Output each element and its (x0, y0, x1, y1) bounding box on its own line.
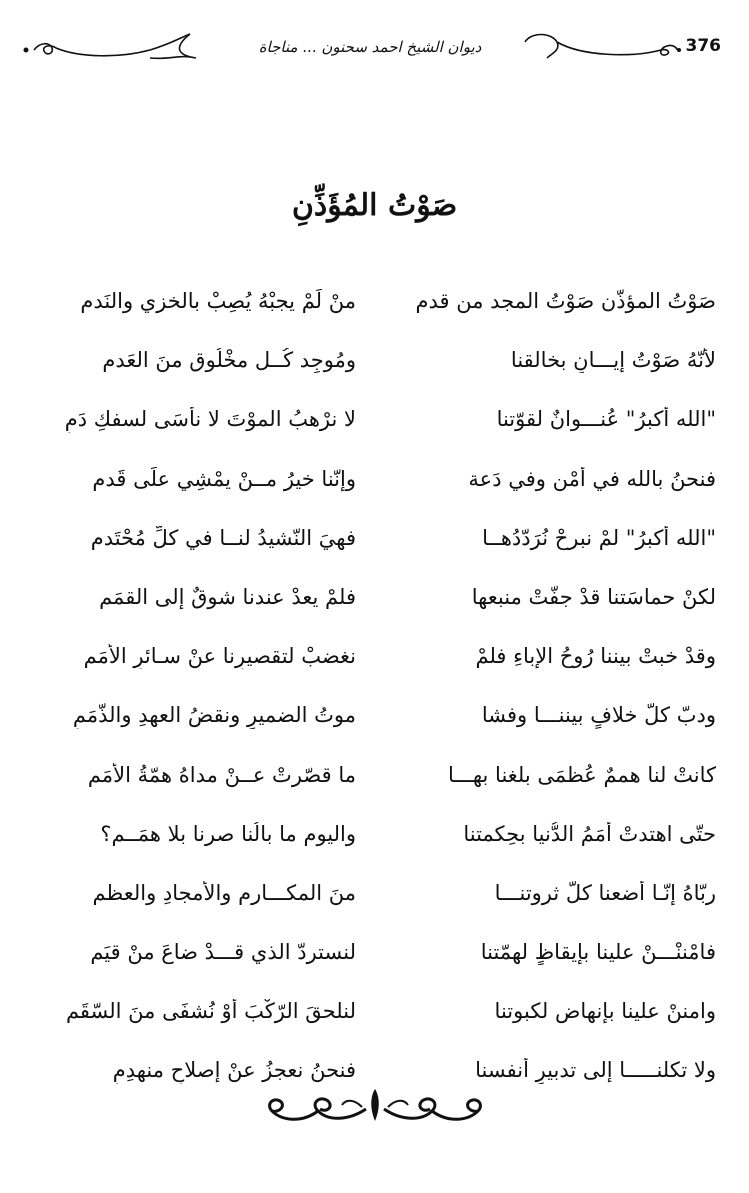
poem-title: صَوْتُ المُؤَذِّنِ (291, 188, 458, 223)
verse (26, 390, 716, 449)
verse-second-hemistich: لنلحقَ الرّكْبَ أوْ نُشفَى منَ السّقَمِ (65, 999, 356, 1024)
verse-first-hemistich: حتّى اهتدتْ أُمَمُ الدُّنيا بحِكمتنا (463, 821, 716, 846)
verse-second-hemistich: منَ المكـــارمِ والأمجادِ والعظمِ (92, 880, 356, 905)
verse-second-hemistich: لا نرْهبُ الموْتَ لا نأْسَى لسفكِ دَمِ (64, 407, 356, 432)
verse-first-hemistich: "الله أكبرُ" عُنـــوانٌ لقوّتنا (496, 407, 716, 432)
verse-second-hemistich: منْ لَمْ يجبْهُ يُصِبْ بالخزي والنَدمِ (80, 289, 356, 313)
verse (26, 450, 716, 509)
page-header (20, 22, 729, 74)
verse-second-hemistich: فنحنُ نعجزُ عنْ إصلاحِ منهدِمِ (112, 1058, 356, 1083)
verse-second-hemistich: فلمْ يعدْ عندنا شوقٌ إلى القمَمِ (99, 584, 356, 609)
verse-first-hemistich: ولا تكلنـــــا إلى تدبيرِ أنفسنا (475, 1058, 716, 1083)
verse-first-hemistich: لكنْ حماسَتنا قدْ جفّتْ منبعها (471, 584, 716, 609)
verse-first-hemistich: ودبّ كلّ خلافٍ بيننـــا وفشا (481, 703, 716, 728)
verse-second-hemistich: واليوم ما بالُنا صرنا بلا همَــم؟ (100, 821, 356, 846)
verse-first-hemistich: وامننْ علينا بإنهاضٍ لكبوتنا (494, 999, 716, 1024)
verse (26, 686, 716, 745)
verse (26, 982, 716, 1041)
verse-first-hemistich: وقدْ خبتْ بيننا رُوحُ الإباءِ فلمْ (475, 644, 716, 669)
flourish-ornament-icon (258, 1085, 492, 1129)
verse (26, 627, 716, 686)
verse-second-hemistich: فهِيَ النّشيدُ لنــا في كلِّ مُحْتَدمِ (90, 525, 356, 550)
verse-first-hemistich: صَوْتُ المؤذّن صَوْتُ المجد من قدم (415, 289, 716, 313)
verse-second-hemistich: نغضبْ لتقصيرِنا عنْ سـائرِ الأُمَمِ (83, 644, 356, 669)
scroll-ornament-left-icon (20, 28, 205, 68)
verse (26, 509, 716, 568)
poem-body (26, 272, 716, 1101)
verse-first-hemistich: فنحنُ بالله في أمْنٍ وفي دَعة (468, 466, 716, 491)
verse-first-hemistich: ربّاهُ إنّـا أضعنا كلّ ثروتنـــا (494, 880, 716, 905)
verse-second-hemistich: ومُوجِد كُــل مخْلُوق منَ العَدمِ (102, 348, 356, 373)
verse (26, 331, 716, 390)
verse-second-hemistich: وإنّنا خيرُ مــنْ يمْشِي علَى قَدمِ (92, 466, 356, 491)
verse (26, 923, 716, 982)
verse (26, 272, 716, 331)
verse-first-hemistich: فامْننْـــنْ علينا بإيقاظٍ لهمّتنا (480, 940, 716, 965)
verse-first-hemistich: "الله أكبرُ" لمْ نبرحْ نُرَدّدُهــا (482, 525, 716, 550)
page-number: 376 (685, 36, 721, 56)
verse (26, 746, 716, 805)
verse (26, 864, 716, 923)
verse (26, 568, 716, 627)
scroll-ornament-right-icon (521, 28, 681, 68)
verse-second-hemistich: لنستردّ الذي قـــدْ ضاعَ منْ قيَمِ (90, 940, 356, 965)
running-head: ديوان الشيخ احمد سحنون ... مناجاة (258, 38, 482, 56)
verse-second-hemistich: ما قصّرتْ عــنْ مداهُ همّةُ الأُمَمِ (87, 762, 356, 787)
verse-second-hemistich: موتُ الضميرِ ونقضُ العهدِ والذّمَمِ (72, 703, 356, 728)
verse-first-hemistich: كانتْ لنا هممٌ عُظمَى بلغنا بهـــا (447, 762, 716, 787)
verse-first-hemistich: لأنّهُ صَوْتُ إِيـــانٍ بخالقنا (510, 348, 716, 373)
verse (26, 805, 716, 864)
